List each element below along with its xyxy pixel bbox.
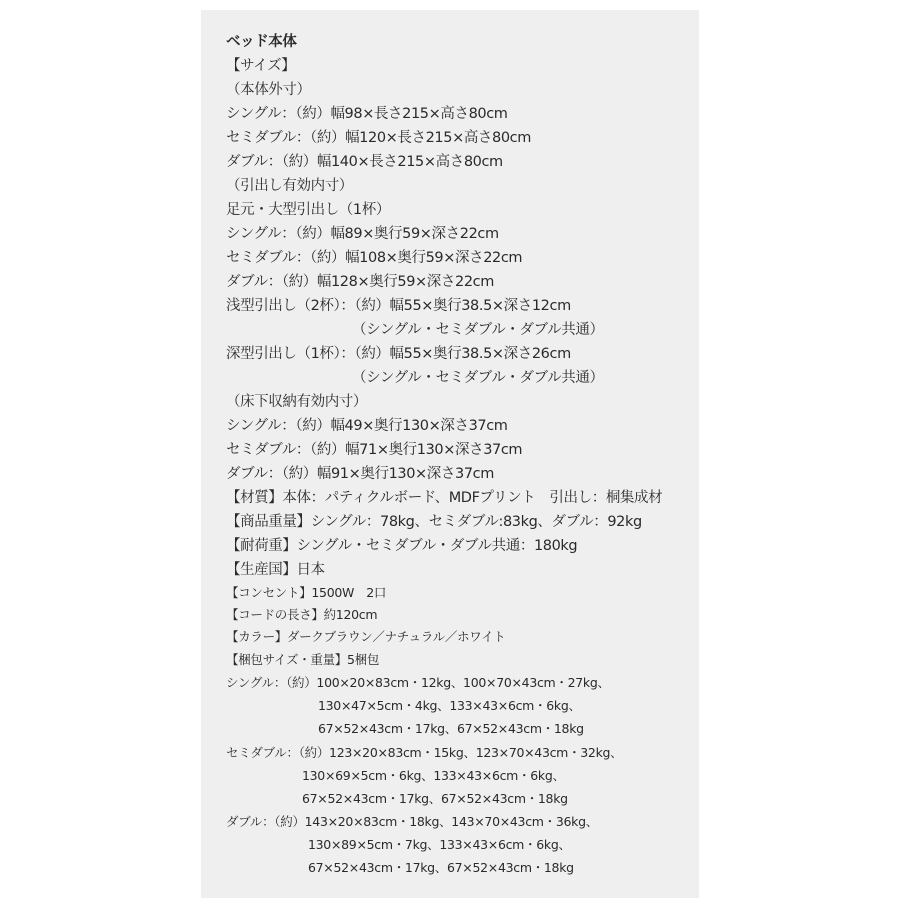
spec-subheading-underfloor: （床下収納有効内寸） bbox=[226, 394, 367, 410]
spec-subheading-outer: （本体外寸） bbox=[226, 82, 311, 98]
spec-package-heading: 【梱包サイズ・重量】5梱包 bbox=[226, 652, 380, 667]
spec-line: シングル：（約）幅98×長さ215×高さ80cm bbox=[226, 106, 508, 122]
spec-package-line: シングル：（約）100×20×83cm・12kg、100×70×43cm・27kg、 bbox=[226, 675, 610, 690]
spec-line: 深型引出し（1杯）：（約）幅55×奥行38.5×深さ26cm bbox=[226, 346, 571, 362]
spec-origin: 【生産国】日本 bbox=[226, 562, 325, 578]
spec-line: 浅型引出し（2杯）：（約）幅55×奥行38.5×深さ12cm bbox=[226, 298, 571, 314]
spec-line: ダブル：（約）幅91×奥行130×深さ37cm bbox=[226, 466, 494, 482]
spec-line: セミダブル：（約）幅71×奥行130×深さ37cm bbox=[226, 442, 523, 458]
spec-outlet: 【コンセント】1500W 2口 bbox=[226, 585, 387, 600]
spec-package-line: 130×89×5cm・7kg、133×43×6cm・6kg、 bbox=[308, 837, 571, 852]
spec-line: ダブル：（約）幅128×奥行59×深さ22cm bbox=[226, 274, 494, 290]
spec-line: 足元・大型引出し（1杯） bbox=[226, 202, 390, 218]
spec-line: シングル：（約）幅89×奥行59×深さ22cm bbox=[226, 226, 499, 242]
spec-package-line: 130×47×5cm・4kg、133×43×6cm・6kg、 bbox=[318, 698, 581, 713]
spec-line-note: （シングル・セミダブル・ダブル共通） bbox=[352, 370, 604, 386]
spec-material: 【材質】本体：パティクルボード、MDFプリント 引出し：桐集成材 bbox=[226, 490, 663, 506]
spec-cord-length: 【コードの長さ】約120cm bbox=[226, 607, 378, 622]
spec-line: ダブル：（約）幅140×長さ215×高さ80cm bbox=[226, 154, 503, 170]
spec-line-note: （シングル・セミダブル・ダブル共通） bbox=[352, 322, 604, 338]
spec-heading-size: 【サイズ】 bbox=[226, 58, 296, 74]
section-title: ベッド本体 bbox=[226, 34, 297, 50]
spec-subheading-drawer: （引出し有効内寸） bbox=[226, 178, 353, 194]
spec-package-line: ダブル：（約）143×20×83cm・18kg、143×70×43cm・36kg、 bbox=[226, 814, 598, 829]
spec-colors: 【カラー】ダークブラウン／ナチュラル／ホワイト bbox=[226, 629, 506, 644]
spec-line: シングル：（約）幅49×奥行130×深さ37cm bbox=[226, 418, 508, 434]
spec-package-line: 67×52×43cm・17kg、67×52×43cm・18kg bbox=[302, 791, 568, 806]
spec-weight: 【商品重量】シングル：78kg、セミダブル:83kg、ダブル：92kg bbox=[226, 514, 642, 530]
spec-package-line: 67×52×43cm・17kg、67×52×43cm・18kg bbox=[308, 860, 574, 875]
spec-line: セミダブル：（約）幅108×奥行59×深さ22cm bbox=[226, 250, 523, 266]
spec-package-line: セミダブル：（約）123×20×83cm・15kg、123×70×43cm・32kg、 bbox=[226, 745, 623, 760]
spec-package-line: 67×52×43cm・17kg、67×52×43cm・18kg bbox=[318, 721, 584, 736]
spec-line: セミダブル：（約）幅120×長さ215×高さ80cm bbox=[226, 130, 531, 146]
spec-load-capacity: 【耐荷重】シングル・セミダブル・ダブル共通：180kg bbox=[226, 538, 578, 554]
spec-package-line: 130×69×5cm・6kg、133×43×6cm・6kg、 bbox=[302, 768, 565, 783]
